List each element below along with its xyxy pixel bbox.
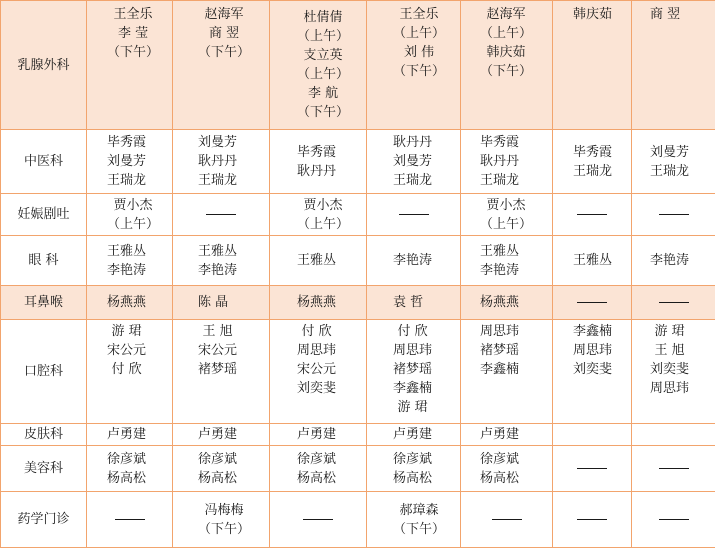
department-name: 乳腺外科: [1, 1, 87, 130]
doctor-name: 李 莹: [117, 26, 149, 41]
doctor-name: 毕秀霞: [480, 135, 520, 150]
department-name: 皮肤科: [1, 424, 87, 446]
schedule-row: [1, 492, 715, 548]
doctor-name: 王瑞龙: [107, 173, 147, 188]
schedule-cell: [87, 1, 173, 130]
schedule-cell: [367, 424, 461, 446]
shift-note: （下午）: [107, 45, 160, 60]
doctor-name: 王瑞龙: [480, 173, 520, 188]
shift-note: （上午）: [393, 26, 446, 41]
department-name: 妊娠剧吐: [1, 194, 87, 236]
doctor-name: 周思玮: [393, 343, 433, 358]
schedule-cell: [173, 492, 270, 548]
schedule-cell: [87, 492, 173, 548]
doctor-name: 刘曼芳: [650, 144, 690, 160]
department-name: 药学门诊: [1, 492, 87, 548]
doctor-name: 毕秀霞: [107, 135, 147, 150]
doctor-name: 王雅丛: [107, 243, 147, 259]
doctor-name: 褚梦瑶: [393, 362, 433, 377]
schedule-cell: [461, 320, 553, 424]
doctor-name: 杨高松: [107, 470, 147, 486]
doctor-name: 褚梦瑶: [198, 362, 238, 377]
schedule-cell: [87, 194, 173, 236]
schedule-cell: [367, 286, 461, 320]
doctor-name: 商 翌: [208, 26, 240, 41]
doctor-name: 王雅丛: [198, 243, 238, 259]
doctor-name: 周思玮: [297, 343, 337, 358]
doctor-name: 卢勇建: [198, 427, 238, 442]
doctor-name: 付 欣: [397, 324, 428, 339]
doctor-name: 刘奕斐: [650, 362, 690, 377]
doctor-name: 李艳涛: [393, 253, 433, 268]
doctor-name: 宋公元: [107, 343, 147, 358]
doctor-name: 赵海军: [486, 7, 526, 22]
shift-note: （下午）: [198, 45, 251, 60]
schedule-cell: [270, 236, 367, 286]
doctor-name: 王雅丛: [480, 243, 520, 259]
schedule-cell: [173, 446, 270, 492]
schedule-cell: [270, 424, 367, 446]
doctor-name: 王瑞龙: [650, 163, 690, 179]
doctor-name: 王瑞龙: [573, 163, 613, 179]
doctor-name: 王瑞龙: [393, 173, 433, 188]
schedule-cell: [632, 194, 715, 236]
schedule-cell: [87, 286, 173, 320]
doctor-name: 杜倩倩: [303, 10, 343, 25]
doctor-name: 卢勇建: [480, 427, 520, 442]
doctor-name: 王 旭: [654, 343, 685, 358]
doctor-name: 杨燕燕: [297, 295, 337, 310]
doctor-name: 徐彦斌: [393, 451, 433, 467]
department-name: 耳鼻喉: [1, 286, 87, 320]
doctor-name: 周思玮: [480, 324, 520, 339]
doctor-name: 李艳涛: [650, 253, 690, 268]
no-clinic-dash: [577, 468, 607, 470]
doctor-name: 支立英: [303, 48, 343, 63]
doctor-name: 赵海军: [204, 7, 244, 22]
doctor-name: 李艳涛: [198, 262, 238, 278]
schedule-row: [1, 286, 715, 320]
doctor-name: 贾小杰: [113, 197, 153, 213]
doctor-name: 王全乐: [399, 7, 439, 22]
doctor-name: 刘曼芳: [393, 154, 433, 169]
schedule-cell: [270, 130, 367, 194]
schedule-cell: [87, 424, 173, 446]
no-clinic-dash: [303, 519, 333, 521]
shift-note: （上午）: [107, 216, 160, 232]
schedule-cell: [632, 492, 715, 548]
schedule-cell: [87, 130, 173, 194]
schedule-cell: [632, 286, 715, 320]
doctor-name: 贾小杰: [486, 197, 526, 213]
doctor-name: 李艳涛: [107, 262, 147, 278]
doctor-name: 刘曼芳: [107, 154, 147, 169]
schedule-cell: [632, 446, 715, 492]
schedule-cell: [632, 424, 715, 446]
schedule-cell: [270, 286, 367, 320]
doctor-name: 王 旭: [202, 324, 233, 339]
department-name: 口腔科: [1, 320, 87, 424]
doctor-name: 王瑞龙: [198, 173, 238, 188]
no-clinic-dash: [577, 519, 607, 521]
shift-note: （下午）: [297, 105, 350, 120]
shift-note: （上午）: [480, 26, 533, 41]
doctor-name: 宋公元: [198, 343, 238, 358]
schedule-cell: [553, 492, 632, 548]
schedule-row: [1, 424, 715, 446]
doctor-name: 陈 晶: [198, 295, 229, 310]
doctor-name: 耿丹丹: [297, 163, 337, 179]
doctor-name: 杨高松: [393, 470, 433, 486]
schedule-cell: [461, 194, 553, 236]
shift-note: （下午）: [393, 521, 446, 537]
department-name: 中医科: [1, 130, 87, 194]
shift-note: （上午）: [480, 216, 533, 232]
schedule-cell: [461, 1, 553, 130]
schedule-cell: [270, 492, 367, 548]
schedule-cell: [553, 424, 632, 446]
shift-note: （上午）: [297, 29, 350, 44]
doctor-name: 付 欣: [301, 324, 332, 339]
doctor-name: 李艳涛: [480, 262, 520, 278]
schedule-cell: [632, 236, 715, 286]
doctor-name: 杨燕燕: [107, 295, 147, 310]
schedule-cell: [632, 320, 715, 424]
schedule-cell: [461, 446, 553, 492]
schedule-row: [1, 236, 715, 286]
no-clinic-dash: [659, 519, 689, 521]
shift-note: （下午）: [198, 521, 251, 537]
doctor-name: 徐彦斌: [297, 451, 337, 467]
no-clinic-dash: [659, 214, 689, 216]
doctor-name: 周思玮: [573, 343, 613, 358]
schedule-cell: [553, 286, 632, 320]
doctor-name: 刘奕斐: [297, 381, 337, 396]
shift-note: （上午）: [297, 216, 350, 232]
schedule-cell: [173, 130, 270, 194]
doctor-name: 杨高松: [198, 470, 238, 486]
schedule-row: [1, 446, 715, 492]
doctor-name: 王雅丛: [297, 253, 337, 268]
schedule-cell: [553, 194, 632, 236]
doctor-name: 卢勇建: [297, 427, 337, 442]
doctor-name: 袁 哲: [393, 295, 424, 310]
no-clinic-dash: [577, 302, 607, 304]
doctor-name: 王全乐: [113, 7, 153, 22]
schedule-cell: [461, 492, 553, 548]
doctor-name: 徐彦斌: [480, 451, 520, 467]
doctor-name: 游 珺: [111, 324, 142, 339]
doctor-name: 徐彦斌: [198, 451, 238, 467]
department-name: 眼 科: [1, 236, 87, 286]
doctor-name: 韩庆茹: [573, 7, 613, 22]
doctor-name: 游 珺: [397, 400, 428, 415]
doctor-name: 杨燕燕: [480, 295, 520, 310]
schedule-cell: [87, 236, 173, 286]
schedule-cell: [270, 1, 367, 130]
schedule-cell: [461, 286, 553, 320]
schedule-cell: [367, 492, 461, 548]
no-clinic-dash: [492, 519, 522, 521]
doctor-name: 杨高松: [297, 470, 337, 486]
shift-note: （下午）: [480, 64, 533, 79]
schedule-cell: [553, 130, 632, 194]
doctor-name: 耿丹丹: [480, 154, 520, 169]
doctor-name: 韩庆茹: [486, 45, 526, 60]
doctor-name: 李鑫楠: [573, 324, 613, 339]
doctor-name: 商 翌: [650, 7, 681, 22]
schedule-cell: [553, 1, 632, 130]
schedule-cell: [173, 1, 270, 130]
no-clinic-dash: [659, 302, 689, 304]
schedule-cell: [367, 194, 461, 236]
doctor-name: 毕秀霞: [297, 144, 337, 160]
schedule-cell: [367, 320, 461, 424]
schedule-row: [1, 194, 715, 236]
schedule-row: [1, 130, 715, 194]
schedule-cell: [173, 194, 270, 236]
schedule-cell: [173, 286, 270, 320]
doctor-name: 耿丹丹: [198, 154, 238, 169]
doctor-name: 毕秀霞: [573, 144, 613, 160]
department-name: 美容科: [1, 446, 87, 492]
schedule-cell: [367, 1, 461, 130]
doctor-name: 徐彦斌: [107, 451, 147, 467]
schedule-cell: [173, 320, 270, 424]
no-clinic-dash: [206, 214, 236, 216]
schedule-cell: [173, 424, 270, 446]
doctor-name: 卢勇建: [393, 427, 433, 442]
doctor-name: 游 珺: [654, 324, 685, 339]
shift-note: （下午）: [393, 64, 446, 79]
schedule-cell: [173, 236, 270, 286]
shift-note: （上午）: [297, 67, 350, 82]
doctor-name: 宋公元: [297, 362, 337, 377]
schedule-cell: [270, 194, 367, 236]
schedule-row: [1, 1, 715, 130]
schedule-cell: [553, 446, 632, 492]
schedule-row: [1, 320, 715, 424]
doctor-name: 王雅丛: [573, 253, 613, 268]
schedule-cell: [367, 446, 461, 492]
doctor-name: 付 欣: [111, 362, 142, 377]
no-clinic-dash: [115, 519, 145, 521]
schedule-cell: [632, 1, 715, 130]
schedule-cell: [553, 320, 632, 424]
doctor-name: 贾小杰: [303, 197, 343, 213]
no-clinic-dash: [659, 468, 689, 470]
doctor-name: 李鑫楠: [393, 381, 433, 396]
schedule-cell: [87, 320, 173, 424]
no-clinic-dash: [399, 214, 429, 216]
schedule-cell: [270, 446, 367, 492]
doctor-name: 李鑫楠: [480, 362, 520, 377]
doctor-name: 耿丹丹: [393, 135, 433, 150]
doctor-name: 冯梅梅: [204, 502, 244, 518]
doctor-name: 卢勇建: [107, 427, 147, 442]
doctor-name: 刘曼芳: [198, 135, 238, 150]
doctor-name: 周思玮: [650, 381, 690, 396]
schedule-cell: [367, 130, 461, 194]
schedule-cell: [461, 424, 553, 446]
schedule-cell: [367, 236, 461, 286]
no-clinic-dash: [577, 214, 607, 216]
schedule-cell: [461, 236, 553, 286]
doctor-name: 刘 伟: [403, 45, 435, 60]
schedule-cell: [553, 236, 632, 286]
doctor-name: 郝璋森: [399, 502, 439, 518]
schedule-cell: [461, 130, 553, 194]
schedule-cell: [87, 446, 173, 492]
doctor-name: 褚梦瑶: [480, 343, 520, 358]
schedule-cell: [270, 320, 367, 424]
doctor-name: 杨高松: [480, 470, 520, 486]
schedule-cell: [632, 130, 715, 194]
doctor-name: 李 航: [307, 86, 339, 101]
doctor-name: 刘奕斐: [573, 362, 613, 377]
